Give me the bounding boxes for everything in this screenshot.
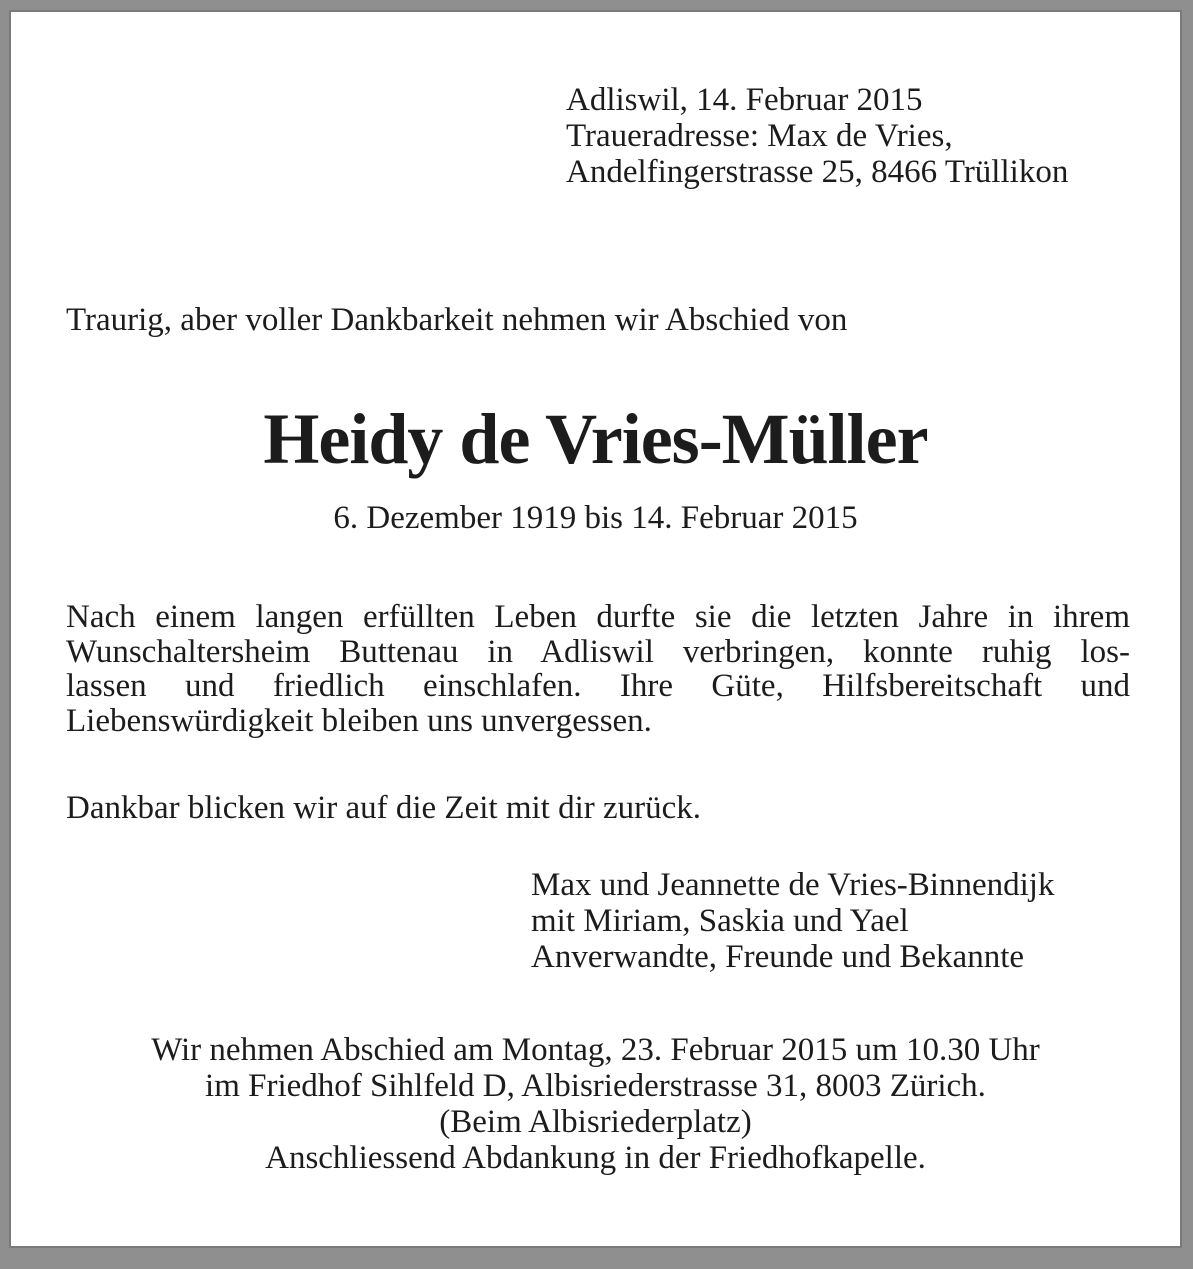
intro-text: Traurig, aber voller Dankbarkeit nehmen wir Abschied von [66, 302, 848, 338]
mourning-address [566, 82, 1068, 190]
paragraph-line: lassen und friedlich einschlafen. Ihre Güte, Hilfsbereitschaft und [66, 668, 1130, 704]
thanks-text: Dankbar blicken wir auf die Zeit mit dir zurück. [66, 790, 702, 826]
address-line-place-date: Adliswil, 14. Februar 2015 [566, 82, 923, 118]
signer-line: Max und Jeannette de Vries-Binnendijk [531, 867, 1055, 903]
address-line-street: Andelfingerstrasse 25, 8466 Trüllikon [566, 154, 1069, 190]
address-line-contact: Traueradresse: Max de Vries, [566, 118, 953, 154]
memorial-paragraph [66, 600, 1130, 738]
funeral-line: im Friedhof Sihlfeld D, Albisriederstrasse 31, 8003 Zürich. [205, 1068, 986, 1104]
funeral-line: (Beim Albisriederplatz) [439, 1104, 752, 1140]
signer-line: mit Miriam, Saskia und Yael [531, 903, 909, 939]
obituary-notice [9, 10, 1182, 1248]
signers-block [531, 867, 1054, 975]
funeral-line: Anschliessend Abdankung in der Friedhofkapelle. [265, 1140, 926, 1176]
funeral-line: Wir nehmen Abschied am Montag, 23. Februar 2015 um 10.30 Uhr [151, 1032, 1040, 1068]
funeral-details [11, 1032, 1180, 1176]
paragraph-line: Wunschaltersheim Buttenau in Adliswil verbringen, konnte ruhig los- [66, 633, 1130, 670]
paragraph-line: Liebenswürdigkeit bleiben uns unvergessen. [66, 702, 652, 739]
deceased-name: Heidy de Vries-Müller [263, 399, 928, 479]
life-dates: 6. Dezember 1919 bis 14. Februar 2015 [333, 500, 858, 536]
signer-line: Anverwandte, Freunde und Bekannte [531, 939, 1025, 975]
paragraph-line: Nach einem langen erfüllten Leben durfte sie die letzten Jahre in ihrem [66, 599, 1130, 635]
